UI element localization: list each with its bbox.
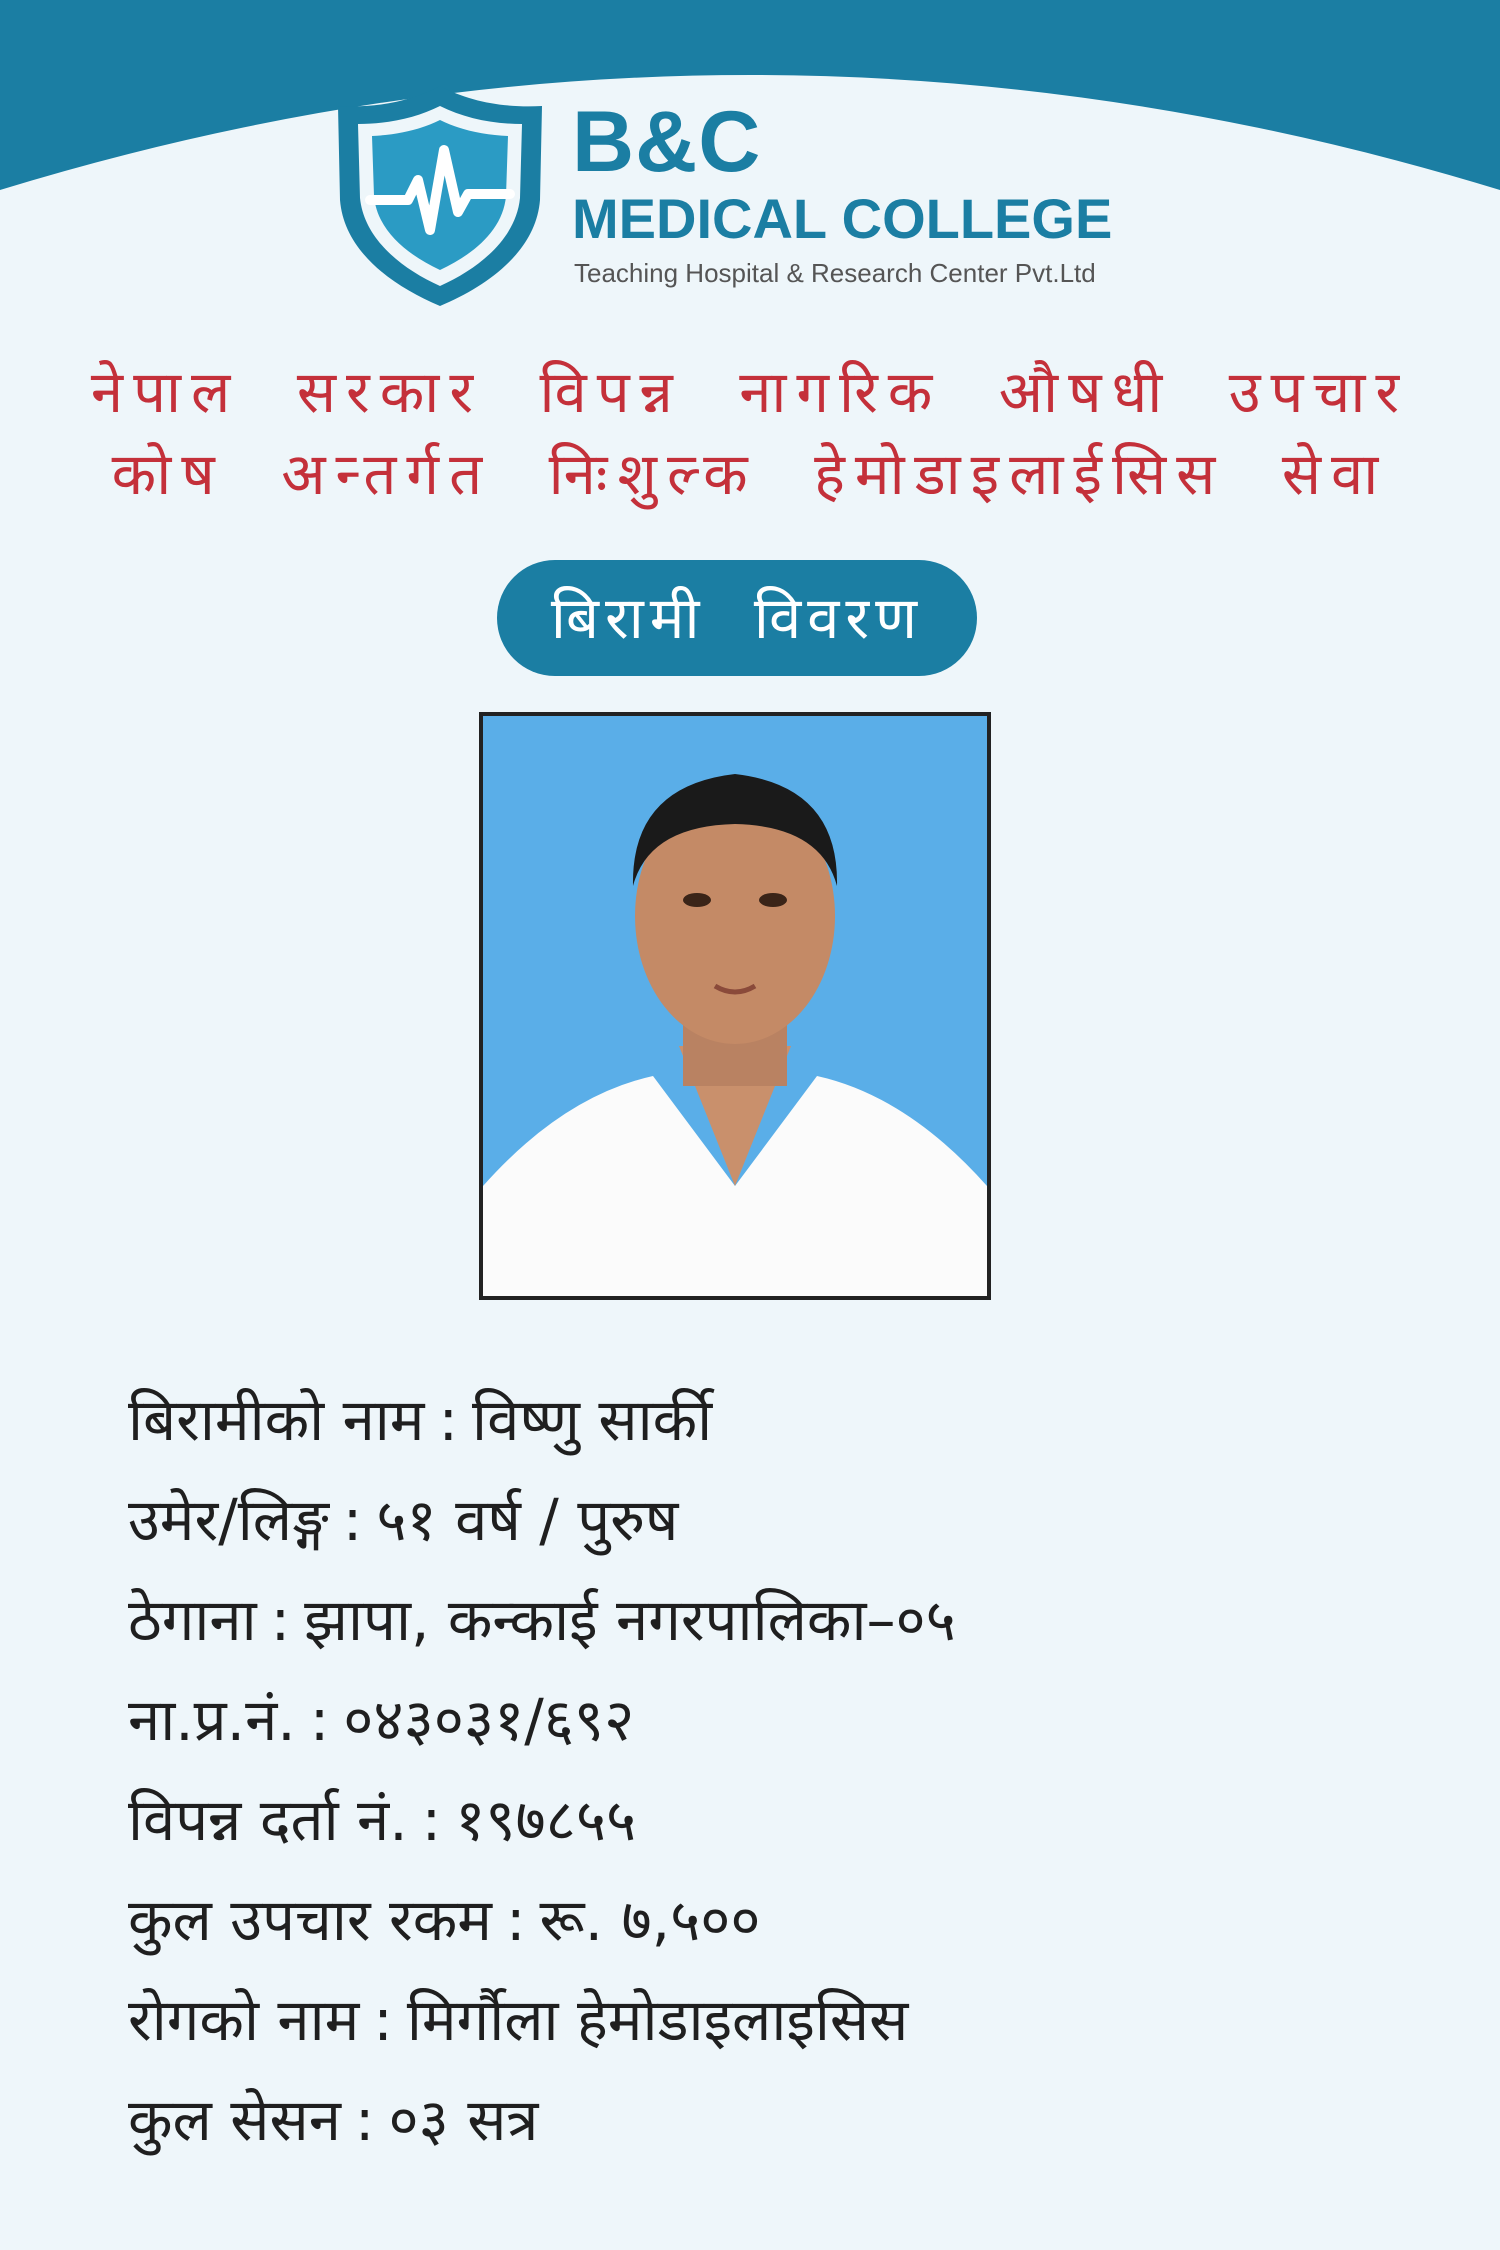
patient-details-list bbox=[128, 1370, 1428, 2170]
brand-block bbox=[572, 96, 1112, 289]
detail-separator: : bbox=[506, 1886, 526, 1954]
detail-label: ठेगाना bbox=[128, 1586, 257, 1654]
scheme-heading-line-1: नेपाल सरकार विपन्न नागरिक औषधी उपचार bbox=[90, 358, 1410, 426]
detail-row-disease-name bbox=[128, 1970, 1428, 2070]
brand-tagline: Teaching Hospital & Research Center Pvt.Ltd bbox=[574, 258, 1096, 288]
scheme-heading-line-2: कोष अन्तर्गत निःशुल्क हेमोडाइलाईसिस सेवा bbox=[111, 440, 1389, 508]
brand-subtitle: MEDICAL COLLEGE bbox=[572, 187, 1113, 250]
detail-value: १९७८५५ bbox=[455, 1786, 637, 1854]
detail-separator: : bbox=[342, 1486, 363, 1554]
brand-name: B&C bbox=[572, 94, 762, 190]
detail-value: मिर्गौला हेमोडाइलाइसिस bbox=[406, 1986, 909, 2054]
detail-row-registration-number bbox=[128, 1770, 1428, 1870]
patient-details-label: बिरामी विवरण bbox=[497, 560, 977, 676]
detail-label: उमेर/लिङ्ग bbox=[128, 1486, 329, 1554]
detail-separator: : bbox=[373, 1986, 393, 2054]
detail-value: विष्णु सार्की bbox=[472, 1386, 713, 1454]
detail-row-age-gender bbox=[128, 1470, 1428, 1570]
detail-value: ०३ सत्र bbox=[388, 2086, 539, 2154]
detail-separator: : bbox=[309, 1686, 330, 1754]
detail-row-patient-name bbox=[128, 1370, 1428, 1470]
detail-label: कुल सेसन bbox=[128, 2086, 341, 2154]
detail-label: विपन्न दर्ता नं. bbox=[128, 1786, 408, 1854]
detail-row-citizenship-number bbox=[128, 1670, 1428, 1770]
detail-value: ०४३०३१/६९२ bbox=[343, 1686, 635, 1754]
detail-row-total-sessions bbox=[128, 2070, 1428, 2170]
detail-separator: : bbox=[421, 1786, 442, 1854]
detail-separator: : bbox=[270, 1586, 291, 1654]
patient-photo bbox=[479, 712, 991, 1300]
detail-row-address bbox=[128, 1570, 1428, 1670]
detail-label: कुल उपचार रकम bbox=[128, 1886, 492, 1954]
detail-label: ना.प्र.नं. bbox=[128, 1686, 296, 1754]
detail-value: ५१ वर्ष / पुरुष bbox=[376, 1486, 679, 1554]
detail-row-total-amount bbox=[128, 1870, 1428, 1970]
shield-heartbeat-icon bbox=[330, 80, 550, 310]
detail-separator: : bbox=[354, 2086, 375, 2154]
detail-label: रोगको नाम bbox=[128, 1986, 360, 2054]
detail-value: झापा, कन्काई नगरपालिका–०५ bbox=[304, 1586, 956, 1654]
detail-label: बिरामीको नाम bbox=[128, 1386, 425, 1454]
detail-value: रू. ७,५०० bbox=[539, 1886, 761, 1954]
detail-separator: : bbox=[438, 1386, 459, 1454]
